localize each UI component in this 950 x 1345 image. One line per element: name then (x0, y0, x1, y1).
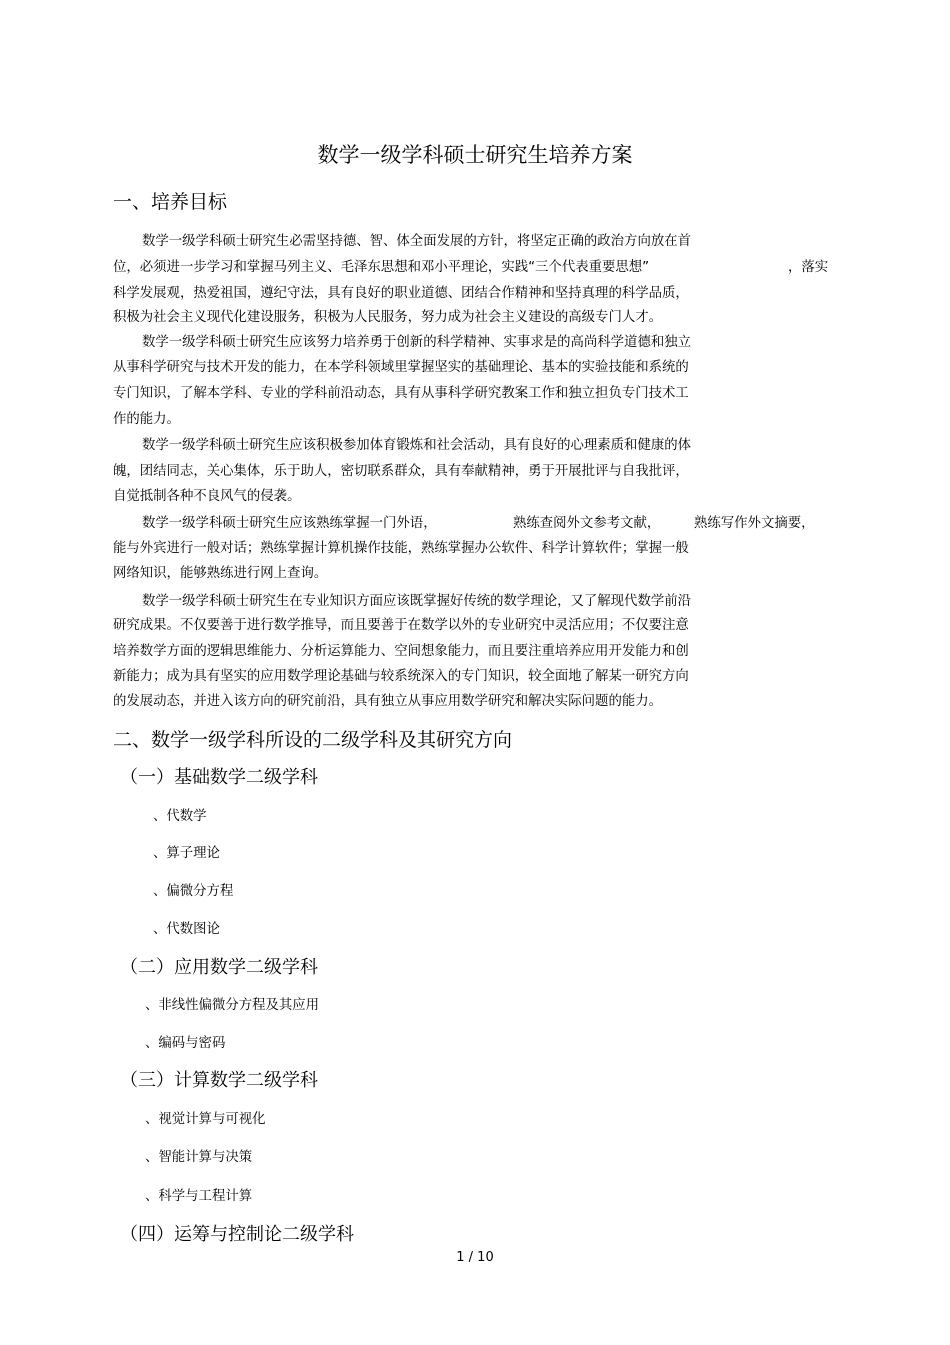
paragraph-line: 位，必须进一步学习和掌握马列主义、毛泽东思想和邓小平理论，实践“三个代表重要思想” (113, 260, 650, 275)
paragraph-line: 数学一级学科硕士研究生必需坚持德、智、体全面发展的方针，将坚定正确的政治方向放在首 (142, 234, 692, 249)
list-item: 、算子理论 (153, 846, 220, 861)
subsection-heading-operations-research: （四）运筹与控制论二级学科 (120, 1224, 354, 1245)
subsection-heading-computational-math: （三）计算数学二级学科 (120, 1070, 318, 1091)
list-item: 、视觉计算与可视化 (145, 1112, 266, 1127)
paragraph-line: 数学一级学科硕士研究生应该熟练掌握一门外语， (142, 516, 437, 531)
list-item: 、编码与密码 (145, 1036, 226, 1051)
paragraph-line: 网络知识，能够熟练进行网上查询。 (113, 566, 328, 581)
paragraph-line: 数学一级学科硕士研究生应该积极参加体育锻炼和社会活动，具有良好的心理素质和健康的体 (142, 438, 692, 453)
paragraph-line: 研究成果。不仅要善于进行数学推导，而且要善于在数学以外的专业研究中灵活应用；不仅要注意 (113, 618, 689, 633)
paragraph-line: 自觉抵制各种不良风气的侵袭。 (113, 489, 301, 504)
section-heading-training-goals: 一、培养目标 (113, 191, 228, 213)
paragraph-line: 从事科学研究与技术开发的能力，在本学科领域里掌握坚实的基础理论、基本的实验技能和系统的 (113, 360, 689, 375)
paragraph-line: 新能力；成为具有坚实的应用数学理论基础与较系统深入的专门知识，较全面地了解某一研究方向 (113, 669, 689, 684)
paragraph-line: 积极为社会主义现代化建设服务，积极为人民服务，努力成为社会主义建设的高级专门人才。 (113, 310, 663, 325)
list-item: 、智能计算与决策 (145, 1150, 253, 1165)
list-item: 、代数学 (153, 809, 207, 824)
paragraph-line: 的发展动态，并进入该方向的研究前沿，具有独立从事应用数学研究和解决实际问题的能力。 (113, 694, 663, 709)
paragraph-line: 熟练查阅外文参考文献， (513, 516, 661, 531)
list-item: 、偏微分方程 (153, 884, 234, 899)
paragraph-line: 数学一级学科硕士研究生在专业知识方面应该既掌握好传统的数学理论，又了解现代数学前沿 (142, 594, 692, 609)
document-title: 数学一级学科硕士研究生培养方案 (317, 143, 633, 167)
paragraph-line: 培养数学方面的逻辑思维能力、分析运算能力、空间想象能力，而且要注重培养应用开发能力和创 (113, 644, 689, 659)
list-item: 、代数图论 (153, 922, 220, 937)
paragraph-line: 专门知识，了解本学科、专业的学科前沿动态，具有从事科学研究教案工作和独立担负专门技术工 (113, 386, 689, 401)
paragraph-line: 科学发展观，热爱祖国，遵纪守法，具有良好的职业道德、团结合作精神和坚持真理的科学品质， (113, 286, 689, 301)
paragraph-line: 熟练写作外文摘要， (694, 516, 815, 531)
paragraph-line: 数学一级学科硕士研究生应该努力培养勇于创新的科学精神、实事求是的高尚科学道德和独立 (142, 335, 692, 350)
paragraph-line: 作的能力。 (113, 412, 180, 427)
list-item: 、科学与工程计算 (145, 1189, 253, 1204)
paragraph-line: 能与外宾进行一般对话；熟练掌握计算机操作技能，熟练掌握办公软件、科学计算软件；掌握一般 (113, 541, 689, 556)
section-heading-subdisciplines: 二、数学一级学科所设的二级学科及其研究方向 (113, 729, 513, 751)
subsection-heading-applied-math: （二）应用数学二级学科 (120, 957, 318, 978)
paragraph-line: ，落实 (788, 260, 829, 275)
page-number: 1 / 10 (456, 1250, 494, 1265)
list-item: 、非线性偏微分方程及其应用 (145, 998, 320, 1013)
subsection-heading-pure-math: （一）基础数学二级学科 (120, 767, 318, 788)
paragraph-line: 魄，团结同志，关心集体，乐于助人，密切联系群众，具有奉献精神，勇于开展批评与自我批评， (113, 464, 689, 479)
